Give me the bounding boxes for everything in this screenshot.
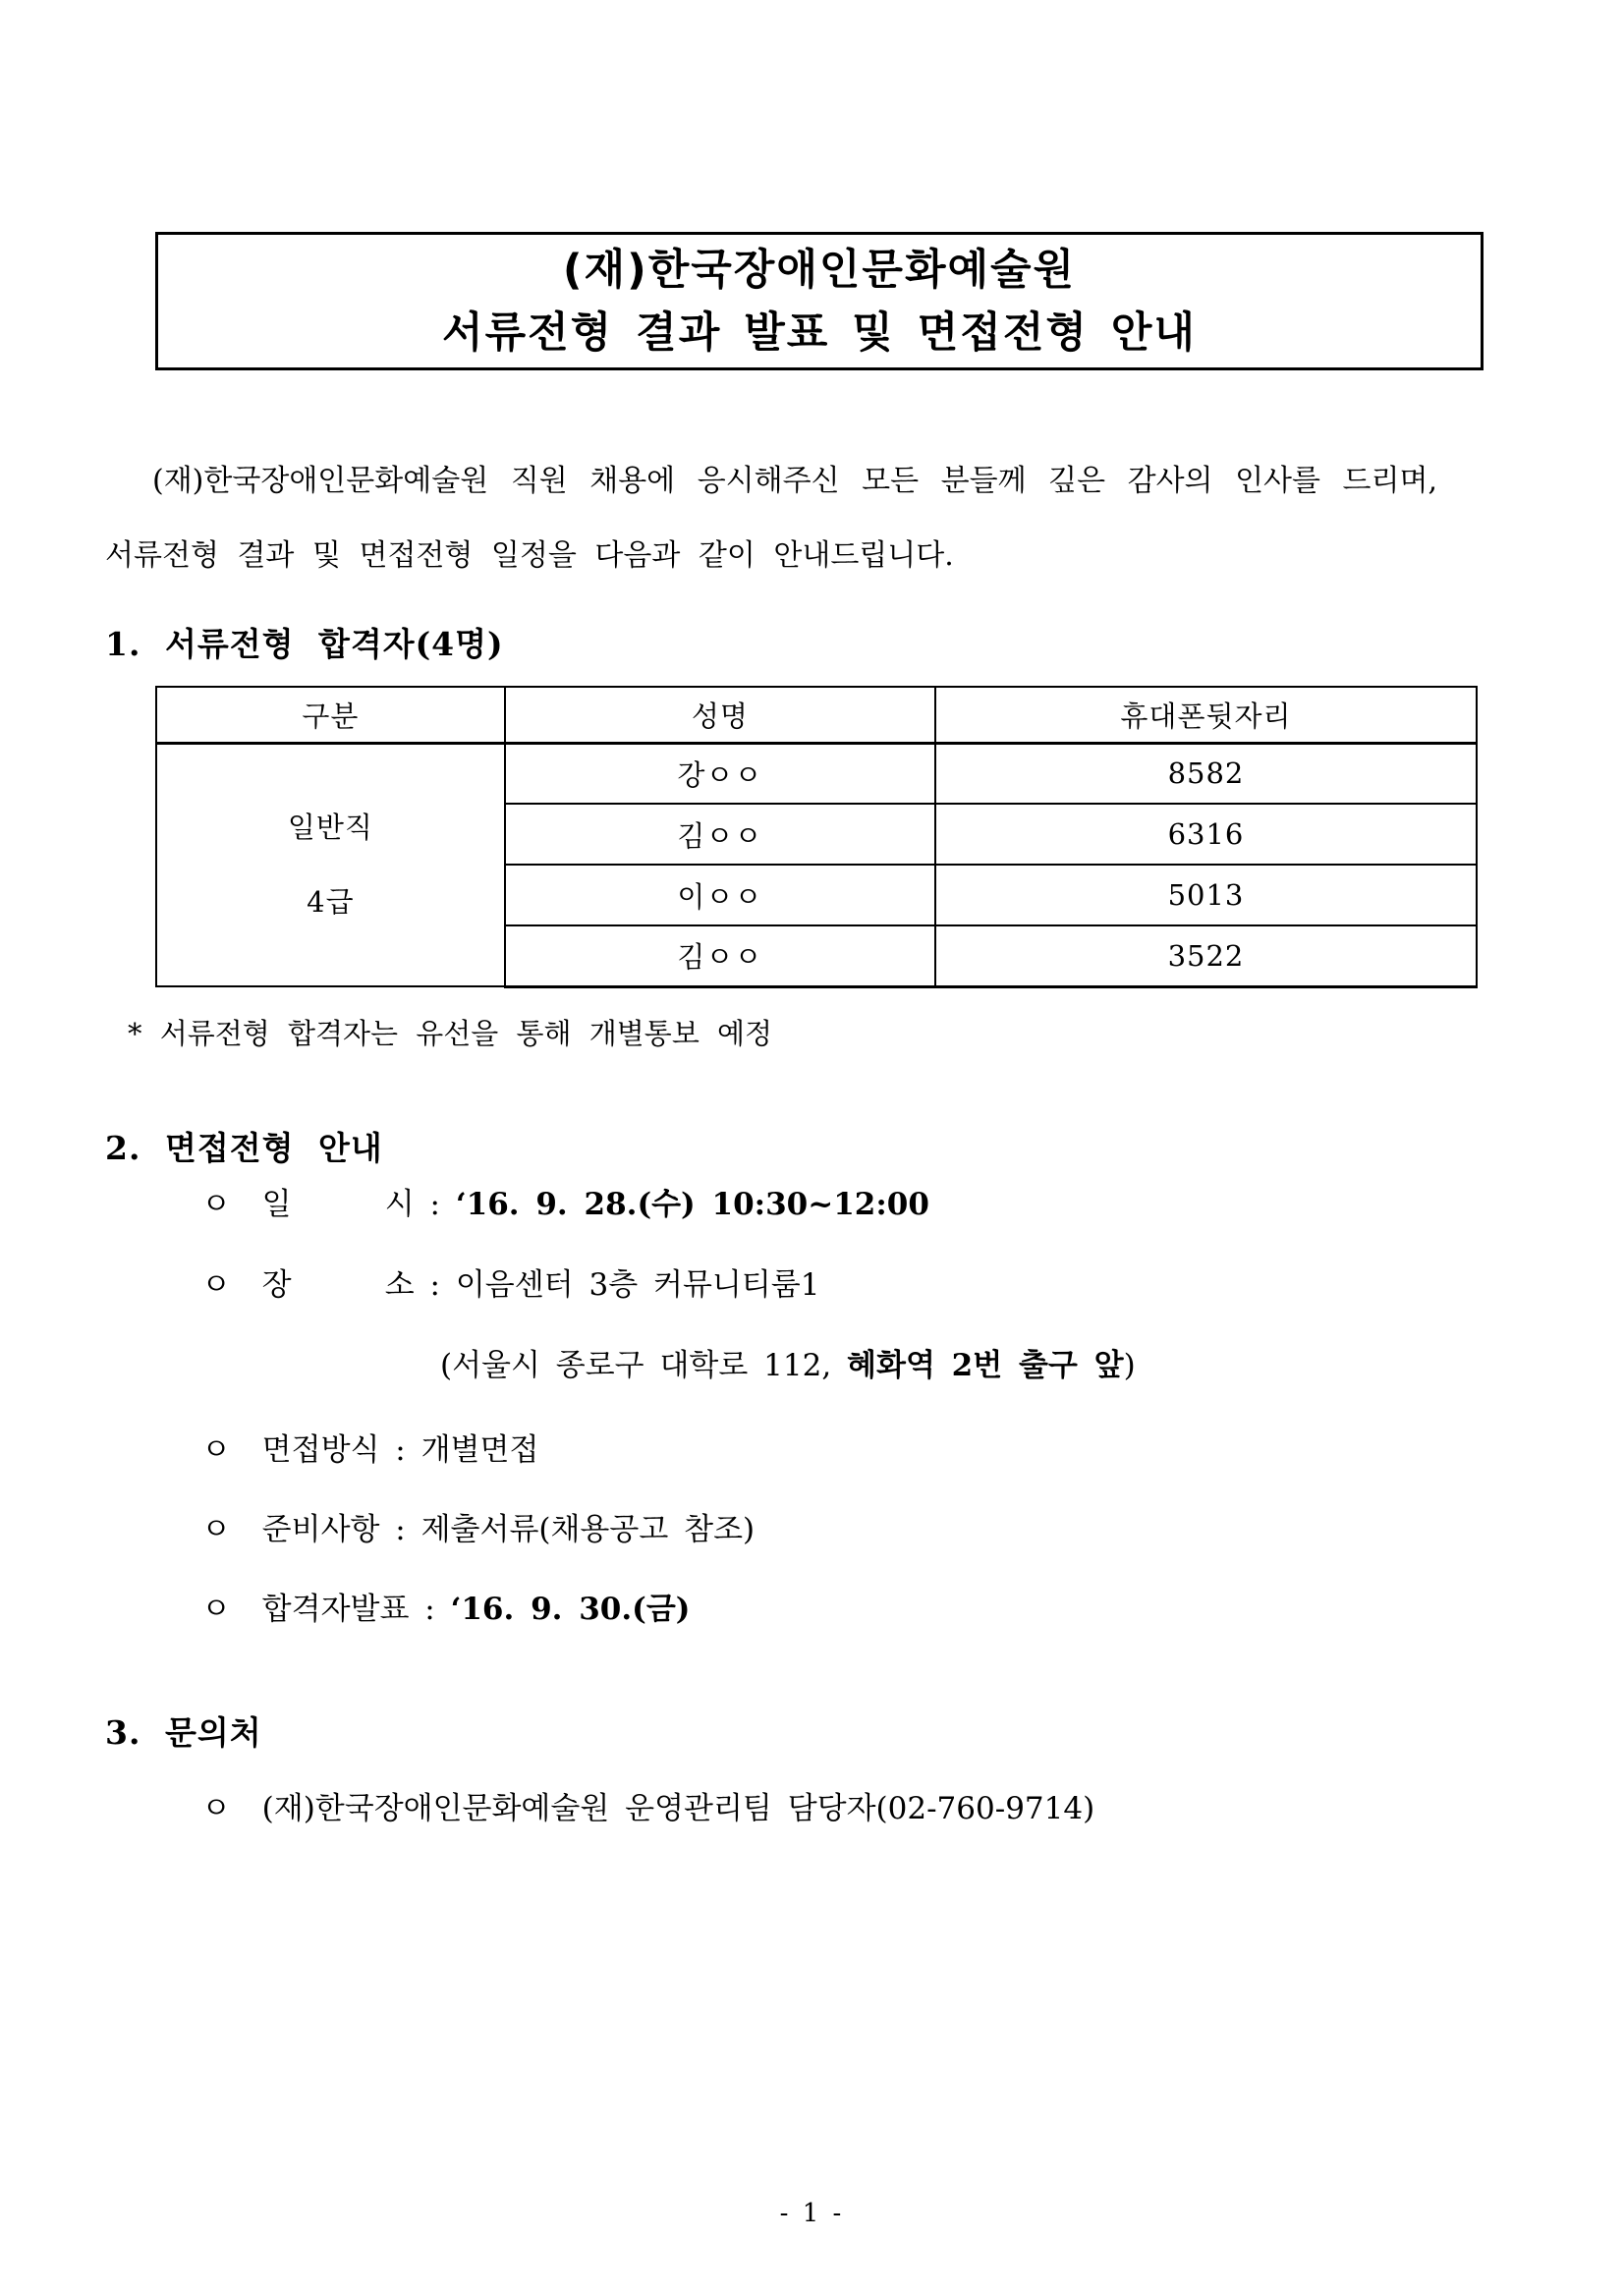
section1-heading: 1. 서류전형 합격자(4명) [105, 625, 504, 663]
place-label: 장 소 : [261, 1267, 456, 1303]
contact-line [201, 1783, 1094, 1827]
document-title-line-1: (재)한국장애인문화예술원 [562, 246, 1077, 295]
spacer [231, 1791, 262, 1826]
contact-text: (재)한국장애인문화예술원 운영관리팀 담당자(02-760-9714) [261, 1791, 1095, 1826]
address-highlight: 혜화역 2번 출구 앞 [847, 1348, 1124, 1383]
intro-line-2: 서류전형 결과 및 면접전형 일정을 다음과 같이 안내드립니다. [105, 538, 954, 573]
header-cell-name: 성명 [505, 687, 935, 743]
cell-phone: 3522 [935, 925, 1477, 986]
cell-phone: 6316 [935, 804, 1477, 865]
interview-datetime-line [201, 1179, 929, 1223]
address-prefix: (서울시 종로구 대학로 112, [440, 1348, 848, 1383]
bullet-marker: ㅇ [201, 1791, 231, 1826]
group-label-line-2: 4급 [307, 885, 355, 920]
document-title-line-2: 서류전형 결과 발표 및 면접전형 안내 [442, 308, 1197, 358]
bullet-marker: ㅇ [201, 1592, 231, 1627]
bullet-marker: ㅇ [201, 1432, 231, 1468]
result-announcement-line [201, 1584, 690, 1628]
table-row [156, 743, 1477, 804]
spacer [231, 1592, 262, 1627]
cell-phone: 5013 [935, 865, 1477, 925]
cell-name: 김ㅇㅇ [505, 804, 935, 865]
section2-heading: 2. 면접전형 안내 [105, 1129, 383, 1167]
intro-paragraph [105, 444, 1540, 593]
announcement-label: 합격자발표 : [261, 1592, 451, 1627]
datetime-value: ‘16. 9. 28.(수) 10:30~12:00 [455, 1187, 929, 1222]
interview-address-line [440, 1340, 1136, 1384]
group-label-line-1: 일반직 [287, 811, 373, 845]
applicants-table [155, 686, 1478, 988]
place-value: 이음센터 3층 커뮤니티룸1 [455, 1267, 820, 1303]
header-cell-group: 구분 [156, 687, 505, 743]
method-value: 개별면접 [420, 1432, 539, 1468]
address-suffix: ) [1123, 1348, 1136, 1383]
table-header-row [156, 687, 1477, 743]
header-cell-phone: 휴대폰뒷자리 [935, 687, 1477, 743]
page-number: - 1 - [779, 2199, 845, 2228]
cell-phone: 8582 [935, 743, 1477, 804]
spacer [231, 1512, 262, 1547]
bullet-marker: ㅇ [201, 1187, 231, 1222]
group-cell [156, 743, 505, 986]
cell-name: 김ㅇㅇ [505, 925, 935, 986]
preparation-value: 제출서류(채용공고 참조) [420, 1512, 756, 1547]
document-title-box [155, 232, 1484, 370]
bullet-marker: ㅇ [201, 1512, 231, 1547]
interview-method-line [201, 1425, 538, 1469]
preparation-label: 준비사항 : [261, 1512, 421, 1547]
cell-name: 이ㅇㅇ [505, 865, 935, 925]
datetime-label: 일 시 : [261, 1187, 456, 1222]
announcement-value: ‘16. 9. 30.(금) [450, 1592, 691, 1627]
spacer [231, 1267, 262, 1303]
spacer [231, 1432, 262, 1468]
interview-preparation-line [201, 1504, 755, 1548]
section3-heading: 3. 문의처 [105, 1713, 262, 1752]
table-footnote: * 서류전형 합격자는 유선을 통해 개별통보 예정 [128, 1017, 773, 1050]
spacer [231, 1187, 262, 1222]
bullet-marker: ㅇ [201, 1267, 231, 1303]
intro-line-1: (재)한국장애인문화예술원 직원 채용에 응시해주신 모든 분들께 깊은 감사의 인사를 드리며, [152, 464, 1438, 498]
cell-name: 강ㅇㅇ [505, 743, 935, 804]
method-label: 면접방식 : [261, 1432, 421, 1468]
interview-place-line [201, 1260, 819, 1304]
